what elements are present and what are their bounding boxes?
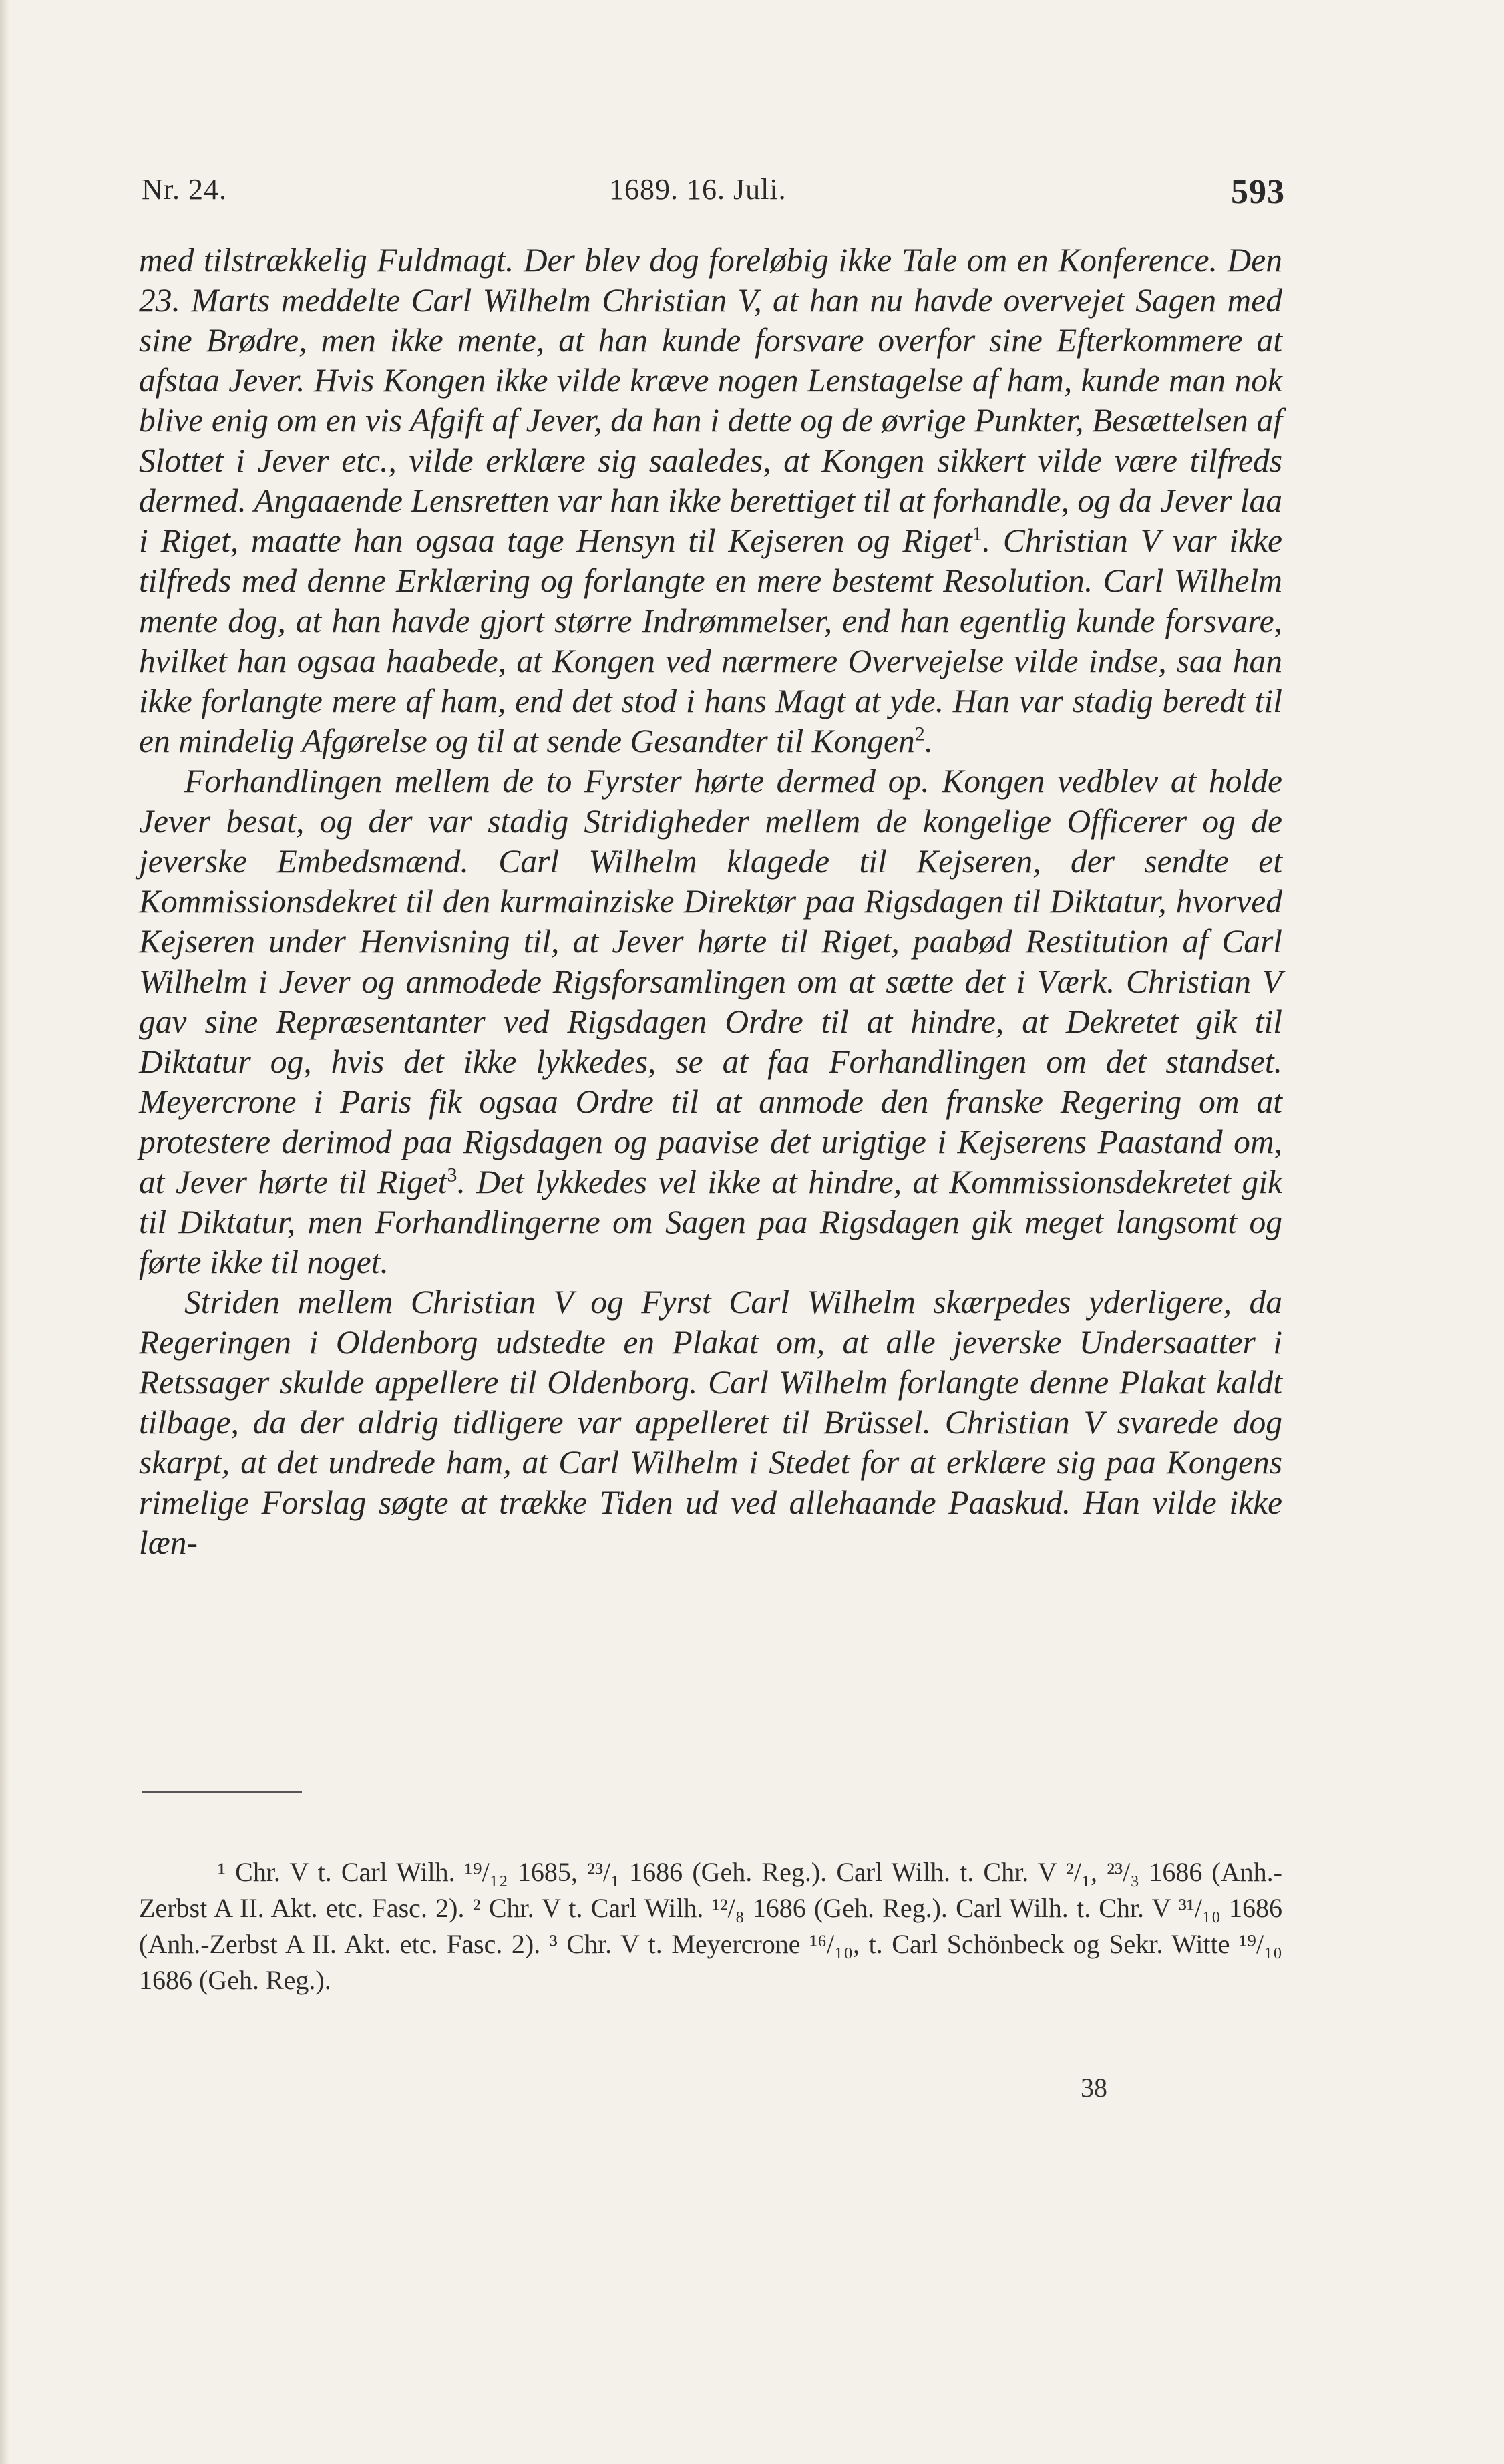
footnote-3: ³ Chr. V t. Meyercrone ¹⁶/₁₀, t. Carl Schönbeck og Sekr. Witte ¹⁹/₁₀ 1686 (Geh. Reg.). [139,1929,1283,1995]
text-run: . Det lykkedes vel ikke at hindre, at Kommissionsdekretet gik til Diktatur, men Forhandlingerne om Sagen paa Rigsdagen gik meget langsomt og førte ikke til noget. [139,1164,1282,1280]
text-run: . [924,723,934,759]
text-run: . Christian V var ikke tilfreds med denne Erklæring og forlangte en mere bestemt Resolution. Carl Wilhelm mente dog, at han havde gjort større Indrømmelser, end han egentlig kunde forsvare, hvilket han ogsaa haabede, at Kongen ved nærmere Overvejelse vilde indse, saa han ikke forlangte mere af ham, end det stod i hans Magt at yde. Han var stadig beredt til en mindelig Afgørelse og til at sende Gesandter til Kongen [139,522,1282,759]
paragraph [139,761,1282,1282]
paragraph [139,1282,1282,1563]
paragraph [139,240,1282,761]
footnote-1: ¹ Chr. V t. Carl Wilh. ¹⁹/₁₂ 1685, ²³/₁ 1686 (Geh. Reg.). Carl Wilh. t. Chr. V ²/₁, ²³/₃ 1686 (Anh.-Zerbst A II. Akt. etc. Fasc. 2). [139,1857,1282,1923]
header-issue-number: Nr. 24. [142,173,227,206]
footnote-ref-1[interactable]: 1 [972,522,982,545]
header-date: 1689. 16. Juli. [609,173,787,206]
footnote-2: ² Chr. V t. Carl Wilh. ¹²/₈ 1686 (Geh. Reg.). Carl Wilh. t. Chr. V ³¹/₁₀ 1686 (Anh.-Zerbst A II. Akt. etc. Fasc. 2). [139,1893,1283,1959]
footnote-divider [142,1791,302,1793]
main-text [139,240,1282,1563]
text-run: med tilstrækkelig Fuldmagt. Der blev dog foreløbig ikke Tale om en Konference. Den 23. Marts meddelte Carl Wilhelm Christian V, at han nu havde overvejet Sagen med sine Brødre, men ikke mente, at han kunde forsvare overfor sine Efterkommere at afstaa Jever. Hvis Kongen ikke vilde kræve nogen Lenstagelse af ham, kunde man nok blive enig om en vis Afgift af Jever, da han i dette og de øvrige Punkter, Besættelsen af Slottet i Jever etc., vilde erklære sig saaledes, at Kongen sikkert vilde være tilfreds dermed. Angaaende Lensretten var han ikke berettiget til at forhandle, og da Jever laa i Riget, maatte han ogsaa tage Hensyn til Kejseren og Riget [139,242,1282,559]
text-run: Forhandlingen mellem de to Fyrster hørte dermed op. Kongen vedblev at holde Jever besat, og der var stadig Stridigheder mellem de kongelige Officerer og de jeverske Embedsmænd. Carl Wilhelm klagede til Kejseren, der sendte et Kommissionsdekret til den kurmainziske Direktør paa Rigsdagen til Diktatur, hvorved Kejseren under Henvisning til, at Jever hørte til Riget, paabød Restitution af Carl Wilhelm i Jever og anmodede Rigsforsamlingen om at sætte det i Værk. Christian V gav sine Repræsentanter ved Rigsdagen Ordre til at hindre, at Dekretet gik til Diktatur og, hvis det ikke lykkedes, se at faa Forhandlingen om det standset. Meyercrone i Paris fik ogsaa Ordre til at anmode den franske Regering om at protestere derimod paa Rigsdagen og paavise det urigtige i Kejserens Paastand om, at Jever hørte til Riget [139,763,1282,1200]
header-page-number: 593 [1231,173,1285,211]
running-header [142,172,1285,219]
footnote-ref-2[interactable]: 2 [914,723,925,745]
page-edge-shadow [0,0,9,2464]
footnotes [139,1854,1282,1998]
printer-signature-mark: 38 [1081,2073,1107,2103]
footnote-ref-3[interactable]: 3 [447,1164,457,1186]
text-run: Striden mellem Christian V og Fyrst Carl Wilhelm skærpedes yderligere, da Regeringen i Oldenborg udstedte en Plakat om, at alle jeverske Undersaatter i Retssager skulde appellere til Oldenborg. Carl Wilhelm forlangte denne Plakat kaldt tilbage, da der aldrig tidligere var appelleret til Brüssel. Christian V svarede dog skarpt, at det undrede ham, at Carl Wilhelm i Stedet for at erklære sig paa Kongens rimelige Forslag søgte at trække Tiden ud ved allehaande Paaskud. Han vilde ikke læn- [139,1284,1282,1561]
